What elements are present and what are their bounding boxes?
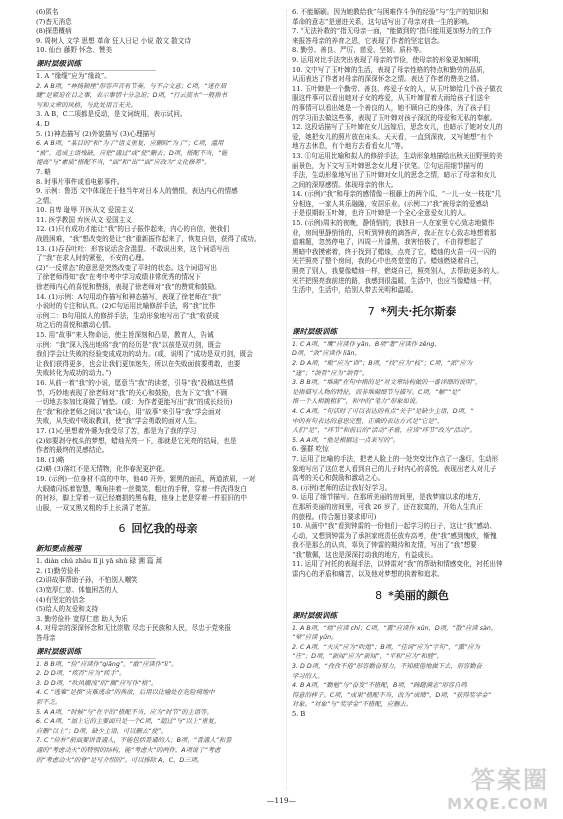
answer-line: 之情。 — [36, 196, 56, 205]
section-heading-practice: 课时层级训练 — [292, 326, 412, 339]
answer-line: 人们“是”，“环节”和前后的“活动”矛盾，应该“环节”改为“活动”。 — [292, 427, 476, 435]
answer-line: “晕”应读 yūn。 — [292, 634, 338, 642]
points-line: 答母亲 — [36, 634, 56, 643]
answer-line: 的衬衫，脚上穿着一双已经磨损的黑布鞋，他身上老是穿着一件很旧的中 — [36, 494, 247, 503]
answer-line: 4. C “逃难”是指“灾难逃命”的典故，后用以比喻处在危险境地中 — [36, 689, 215, 697]
answer-line: 象地写出了这位老人看到自己的儿子时内心的喜悦。表现出老人对儿子 — [292, 464, 497, 473]
answer-line: 12. 这段话描写了玉叶婶在女儿远嫁后，思念女儿，也暗示了她对女儿的 — [292, 123, 503, 132]
lesson-title-6 — [36, 519, 280, 539]
answer-line: 7. 略 — [36, 167, 51, 176]
answer-line: 8. (示例)老师的话让我好好学习。 — [292, 483, 392, 492]
points-line: 3. 勤劳俭朴 宽厚仁慈 助人为乐 — [36, 614, 128, 623]
answer-line: 我们学会让失败的经验变成成功的动力。(或，说明了“成功是双刃剑，既会 — [36, 350, 253, 359]
answer-line: 让我们获得更多，也会让我们更加迷失，所以在失败面前要勇敢，也要 — [36, 359, 241, 368]
answer-line: 9. 示例：鲁迅 文中体现在于他当年对日本人的憎恨，表达内心的情感 — [36, 187, 238, 196]
answer-line: 战胜困难，“我”想改变的是让“我”重新振作起来了，恢复自信，获得了成功。 — [36, 235, 261, 244]
answer-line: 示例二：B句用拟人的修辞手法，生动形象地写出了“我”收获成 — [36, 311, 220, 320]
answer-line: 3. D D项，“吹风搁浅”的“搁”应写作“格”。 — [36, 679, 158, 687]
answer-line: 6. C A项，“加上它的主要面只是一个C项，“超过”与“以上”重复， — [36, 718, 221, 726]
answer-line: 11. 运用了衬托的表现手法，以钟雷对“我”的帮助和情感变化，衬托出钟 — [292, 560, 503, 569]
answer-line: 10. 自卑 耻辱 开医从文 爱国主义 — [36, 206, 134, 215]
answer-line: 学习的人。 — [292, 672, 324, 680]
answer-line: 革命的意志”是递进关系，这句话写出了母亲对我一生的影响。 — [292, 17, 474, 26]
answer-line: 功之后的喜悦和激动心情。 — [36, 321, 116, 330]
answer-line: 17. (1)心里想着外婆为我受尽了苦，都是为了我的学习 — [36, 426, 197, 435]
answer-line: 5. A A项，“他是根据这一点来写的”。 — [292, 436, 400, 444]
lesson-title-8 — [292, 586, 532, 606]
answer-line: 1. A “缘缆”应为“缘故”。 — [36, 71, 111, 80]
answer-line: 15. (示例)周末的夜晚，静悄悄的，我独自一人在家里专心致志地做作 — [292, 219, 495, 228]
answer-line: 爱，她把女儿的照片放在床头、天天看，一直到深夜，又写她想“有个 — [292, 132, 494, 141]
answer-line: 15. 用“故事”来人物命运，使主旨深刻和凸显，教育人，告诫 — [36, 331, 214, 339]
answer-line: 2. D A项，“毗”应为“训”；B项，“技”应为“枝”；C项，“派”应为 — [292, 360, 473, 367]
points-line: 4. 对母亲的深深怀念和无比崇敬 尽忠于民族和人民，尽忠于党来报 — [36, 624, 232, 633]
answer-line: 12. (1)只有成功才能让“我”的日子振作起来，内心的自信，使我们 — [36, 225, 230, 234]
answer-line: 通的“考虑动火”的特别的结构，能“考虑火”的两件，A项说了“考虑 — [36, 746, 221, 754]
answer-line: 地方去休息，有个地方去看看女儿”等。 — [292, 142, 408, 151]
answer-line: 2. C A项，“火灾”应为“吹熄”；B项，“佳词”应为“字句”，“熏”应为 — [292, 643, 480, 651]
right-column — [292, 8, 532, 720]
vocab-line: (7)杳无消息 — [36, 17, 72, 26]
column-divider — [286, 10, 287, 790]
answer-line: 山服，一双又黑又粗的手上长满了老茧。 — [36, 503, 155, 512]
answer-line: 3. A B，C二项都是反动，是文词统用，表示试问。 — [36, 110, 187, 119]
answer-line: 一切地去参加比赛做了铺垫。(或：为作者更能写出“我”的成长经历) — [36, 398, 233, 407]
points-line: (3)宽厚仁慈、体恤困苦的人 — [36, 586, 118, 595]
answer-line: 16. 从前一着“我”的小说，愿意当“我”的读者，引导“我”投稿这些情 — [36, 378, 234, 387]
answer-line: 1. B B项，“俭”应读作“qiǎng”，“敢”应读作“lì”。 — [36, 660, 178, 668]
answer-line: 6. 强群 吃惊 — [292, 445, 329, 454]
answer-line: “我”敬佩，这也是深深打动我的地方，有益成长。 — [292, 550, 438, 559]
points-line: (2)讲故事帮助子孙，不怕别人嘲笑 — [36, 576, 138, 585]
lesson-number: 6 — [118, 522, 126, 536]
answer-line: 4. C A项，“句话时了可以表达的有点“关于”是缺少主语，D项，“ — [292, 407, 474, 415]
answer-line: 10. 文中写了玉叶婶的生活，表现了母亲性格的特点和勤劳的品质， — [292, 65, 490, 74]
left-column — [36, 8, 280, 765]
answer-line: (2)略 (3)落红不是无情物，化作春泥更护花。 — [36, 465, 169, 474]
answer-line: 1. C A项，“鹰”应读作 yǎn，B项“奢”应读作 zēng， — [292, 340, 441, 348]
answer-line: 应删“以上”；D项，缺少主语，可以删去“使”。 — [36, 727, 168, 735]
answer-line: 之间的深厚感情。体现母亲的伟大。 — [292, 180, 398, 189]
answer-line: 的学习而去做这些事，表现了玉叶婶对孩子深沉的母爱和无私的奉献。 — [292, 113, 497, 122]
answer-line: 大眼睛闪烁着智慧，嘴角挂着一丝微笑，粗壮的手臂，穿着一件洗得发白 — [36, 484, 247, 493]
answer-line: 光芒把照亮我前进的路，我感到很温暖，生活中，也应当像蜡烛一样， — [292, 276, 497, 285]
lesson-number: 7 — [367, 304, 375, 318]
section-heading-points: 新知要点梳理 — [36, 543, 156, 556]
points-line: 2. (1)勤劳俭朴 — [36, 566, 81, 575]
answer-line: D项，“敛”应读作 liǎn。 — [292, 350, 361, 358]
answer-line: (2)如要剥夺枕头的梦想，蜡烛光亮一下，那就是它光亮的结局，也是 — [36, 436, 237, 445]
lesson-title-text: 回忆我的母亲 — [131, 522, 198, 536]
answer-line: 光芒照亮了整个房间，我的心中也亮堂堂的了。蜡烛燃烧着自己， — [292, 257, 484, 266]
answer-line: 睫”是紧迫在目之事，表示事情十分急迫；D项，“行云流水”一般指书 — [36, 92, 227, 100]
answer-line: 指一个人相貌粗犷”，和中的“笔力”形象如说。 — [292, 398, 422, 406]
answer-line: 道难题，忽然停电了，四周一片漆黑，我害怕极了，不由得想起了 — [292, 238, 484, 247]
answer-line: 18. (1)略 — [36, 455, 65, 464]
vocab-line: 9. 周树人 文学 思想 革命 狂人日记 小说 散文 散文诗 — [36, 36, 191, 45]
answer-line: 来报答母亲的养育之恩，它表现了作者的坚定信念。 — [292, 36, 444, 45]
answer-line: 3. B B项，“堆砌”在句中指的是“对文章结构做的一番详细的说明”， — [292, 379, 482, 387]
answer-line: 19. (示例)一位身材不高的中年，他40 开外，繁黑的面孔，两道浓眉，一对 — [36, 474, 256, 483]
points-line: (5)给人的友爱和支持 — [36, 605, 99, 614]
answer-line: 8. 时事片事件或看电影事件。 — [36, 177, 124, 186]
answer-line: 11. 玉叶婶是一个勤劳、善良、疼爱子女的人，从玉叶婶给几个孩子做衣 — [292, 84, 503, 93]
answer-line: 的事情可以看出她是一个善良的人，她不顾自己的身体，为了孩子们 — [292, 103, 490, 112]
answer-line: 对象。“对象”与“奖学金”不搭配，应删去。 — [292, 701, 413, 709]
answer-line: 得意的样子。C项，“成果”搭配不当，改为“成绩”，D项，“获得奖学金” — [292, 691, 491, 699]
answer-line: 心动，又想到钟雷为了承担家庭责任放弃高考，使“我”感到愧疚，惭愧 — [292, 531, 497, 540]
lesson-number: 8 — [375, 588, 383, 602]
answer-line: 7. C “俭朴”前面要讲普通人，不能包括普通的人；B项，“普通人”和普 — [36, 737, 232, 745]
answer-line: 照亮了别人，我要像蜡烛一样，燃烧自己，照亮别人，去帮助更多的人。 — [292, 267, 503, 276]
answer-line: 7. “无法补救的”指无母亲一面，“能做到的”指只能用更加努力的工作 — [292, 27, 492, 36]
answer-line: “被”，造成主语残缺，应把“通过”或“使”删去；D项，搭配不当，“能 — [36, 149, 228, 157]
answer-line: 小说时的专注和认真。(2)C句运用比喻修辞手法，将“我”比作 — [36, 302, 216, 311]
answer-line: 了徐老师得知“我”在考中考中学习成绩非常优秀的情况下 — [36, 273, 201, 282]
vocab-line: 10. 仙台 藤野 怀念、赞美 — [36, 46, 113, 55]
answer-line: 于是很期盼玉叶婶，也许玉叶婶是一个全心全意爱女儿的人。 — [292, 209, 471, 218]
answer-line: 14. (1)示例：A句用动作描写和神态描写，表现了徐老师在“我” — [36, 292, 222, 301]
answer-line: 业，房间里静悄悄的，只听到钟表的滴答声，我正在专心致志地想着那 — [292, 228, 497, 237]
answer-line: 节，巧妙地表现了徐老师对“我”的关心和鼓励，也为下文“我”不顾 — [36, 388, 228, 397]
answer-line: 2. D D项，“疾首”应为“疾手”。 — [36, 670, 126, 678]
answer-line: 13. (1)吞吞吐吐：形容说话含含混混、不敢说出来，这个词语写出 — [36, 244, 230, 253]
answer-line: 的“考虑动火”的脊“是写介绍的”。可以排除 A，C，D三项。 — [36, 756, 204, 764]
answer-line: 手法，生动形象地写出了玉叶婶对女儿的思念之情，暗示了母亲和女儿 — [292, 171, 497, 180]
section-heading-practice: 课时层级训练 — [36, 58, 156, 71]
lesson-title-7 — [292, 302, 532, 322]
answer-line: 6. A B项，“某目的”和“为了”语义重复，应删除“为了”；C项，滥用 — [36, 140, 224, 148]
answer-line: 失败，从失败中吸取教训，使“我”学会勇敢的面对人生。 — [36, 417, 201, 426]
lesson-title-text: *列夫·托尔斯泰 — [380, 304, 457, 318]
answer-line: 9. 运用对比手法突出表现了母亲的节俭，使母亲的形象更加鲜明， — [292, 55, 486, 64]
answer-line: 失败转化为成功的动力。”) — [36, 369, 112, 378]
answer-line: 10. 从画中“我”看到钟雷的一份他们一起学习的日子，这让“我”感动、 — [292, 522, 497, 531]
answer-line: 丽景色，为下文写玉叶婶思念女儿埋下伏笔。②句运用细节描写的 — [292, 161, 484, 170]
answer-line: 4. D — [36, 119, 50, 128]
answer-line: 在“我”和徐老师之间以“我”谈心，用“故事”来引导“我”学会面对 — [36, 407, 222, 416]
answer-line: 14. (示例)“我”和母亲的感情像一根藤上的两个瓜，“一儿一女一枝花”几 — [292, 190, 502, 199]
answer-line: 2. A B项，“神扬顿挫”形容声音有节奏，与不合文意；C项，“迷在眉 — [36, 82, 227, 90]
answer-line: 的旅程。(符合题目要求即可) — [292, 512, 377, 521]
answer-line: 1. A B项，“烦”应读 chǐ；C项，“熏”应读作 xūn，D项，“散”应读 sàn， — [292, 624, 498, 632]
vocab-line: (8)探患概病 — [36, 27, 72, 36]
answer-line: 从而表达了作者对母亲的深深怀念之情。表达了作者的赞美之情。 — [292, 75, 484, 84]
page-number: —119— — [266, 796, 297, 805]
answer-line: 提高”与“素质”搭配不当，“面”和“出”“面”应改为“文化修养”。 — [36, 159, 211, 167]
answer-line: 写和文章的风格，与此处语言无关。 — [36, 101, 137, 109]
section-heading-practice: 课时层级训练 — [36, 646, 156, 659]
answer-line: 黑暗中我摸索着，终于找到了蜡烛，点亮了它，蜡烛的火苗一闪一闪的 — [292, 247, 497, 256]
answer-line: “庄”；D项，“新闻”应为“新闻”，“平和”应为“和睦”。 — [292, 653, 443, 661]
answer-line: 3. D D项，“孜孜不倦”形容勤奋努力，不知疲倦地做下去，形容勤奋 — [292, 663, 482, 671]
answer-line: 7. 运用了比喻的手法，把老人脸上的一处突变比作点了一盏灯，生动形 — [292, 454, 499, 463]
answer-line: 我不是那么的认真，辜负了钟雷的期待和友情，写出了“我”想要 — [292, 541, 477, 550]
answer-line: 中的有句表达的意思完整，正确的表达方式是“它是”， — [292, 417, 444, 425]
answer-line: 雷内心的矛盾和痛苦，以及他对梦想的执着和追求。 — [292, 570, 444, 579]
answer-line: 徐老师内心的喜悦和赞扬，表现了徐老师对“我”的赞赏和鼓励。 — [36, 283, 221, 292]
answer-line: 彩不乏。 — [36, 699, 62, 706]
answer-line: 在那所美丽的房间里，可我 26 岁了，还在寂寞的，开始人生真正 — [292, 502, 483, 511]
answer-line: 示例：“我”深入浅出地将“我”的经历是“我”以前是双刃剑，既会 — [36, 340, 222, 349]
watermark-logo: 答案圈 MXQE.COM — [447, 766, 549, 813]
lesson-title-text: *美丽的颜色 — [388, 588, 449, 602]
vocab-line: (6)匿名 — [36, 8, 59, 16]
answer-line: 6. 不能厮刷。因为她教给我“与困难作斗争的经验”与“生产的知识和 — [292, 8, 489, 16]
answer-line: 5. A A项，“时候”与“在平的”搭配不当，应为“时节”的主语等。 — [36, 708, 213, 716]
answer-line: 4. B A项，“勤勉”与“奋发”不搭配，B项，“踌躇满志”形容自鸣 — [292, 682, 467, 690]
answer-line: 9. 运用了细节描写。在那所美丽的房间里，是我梦寐以求的地方， — [292, 493, 486, 502]
answer-line: 生活中，生活中，给别人带去光明和温暖。 — [292, 286, 418, 295]
answer-line: 服这件事可以看出她对子女的疼爱，从玉叶婶冒着大雨给孩子们送伞 — [292, 94, 490, 103]
section-heading-practice: 课时层级训练 — [292, 610, 412, 623]
answer-line: 5. (1)神态描写 (2)外貌描写 (3)心理描写 — [36, 129, 156, 138]
answer-line: 高考的关心和鼓励和激动之心。 — [292, 474, 385, 483]
answer-line: 是指描写人物的特征，而非堆砌细节与描写。C项，“解”“是” — [292, 388, 461, 396]
answer-line: (2)“一反常态”的意思是突然改变了平时的状态。这个词语写出 — [36, 263, 217, 272]
answer-line: 了“我”在求人时的紧张，不安的心理。 — [36, 254, 149, 263]
points-line: (4)有坚定的信念 — [36, 595, 85, 604]
answer-line: 11. 医学教国 弃医从文 爱国主义 — [36, 215, 132, 224]
answer-line: “逢”；“颌骨”应为“颌骨”。 — [292, 369, 369, 377]
answer-line: 13. ①句运用比喻和拟人的修辞手法，生动形象地描绘出秋天田野里的美 — [292, 151, 503, 160]
answer-line: 8. 勤劳、善良、严厉、慈爱、坚韧、质朴等。 — [292, 46, 426, 55]
answer-line: 作者的最终的灵感结论。 — [36, 446, 109, 455]
points-line: 1. diàn chǔ zhǎu lǐ jì yǎ shǔ 碌 溯 篇 蒿 — [36, 557, 163, 566]
answer-line: 5. B — [292, 710, 306, 718]
answer-line: 分相连，一家人其乐融融，安居乐业。(示例二)“我”被母亲的爱感动 — [292, 199, 489, 208]
